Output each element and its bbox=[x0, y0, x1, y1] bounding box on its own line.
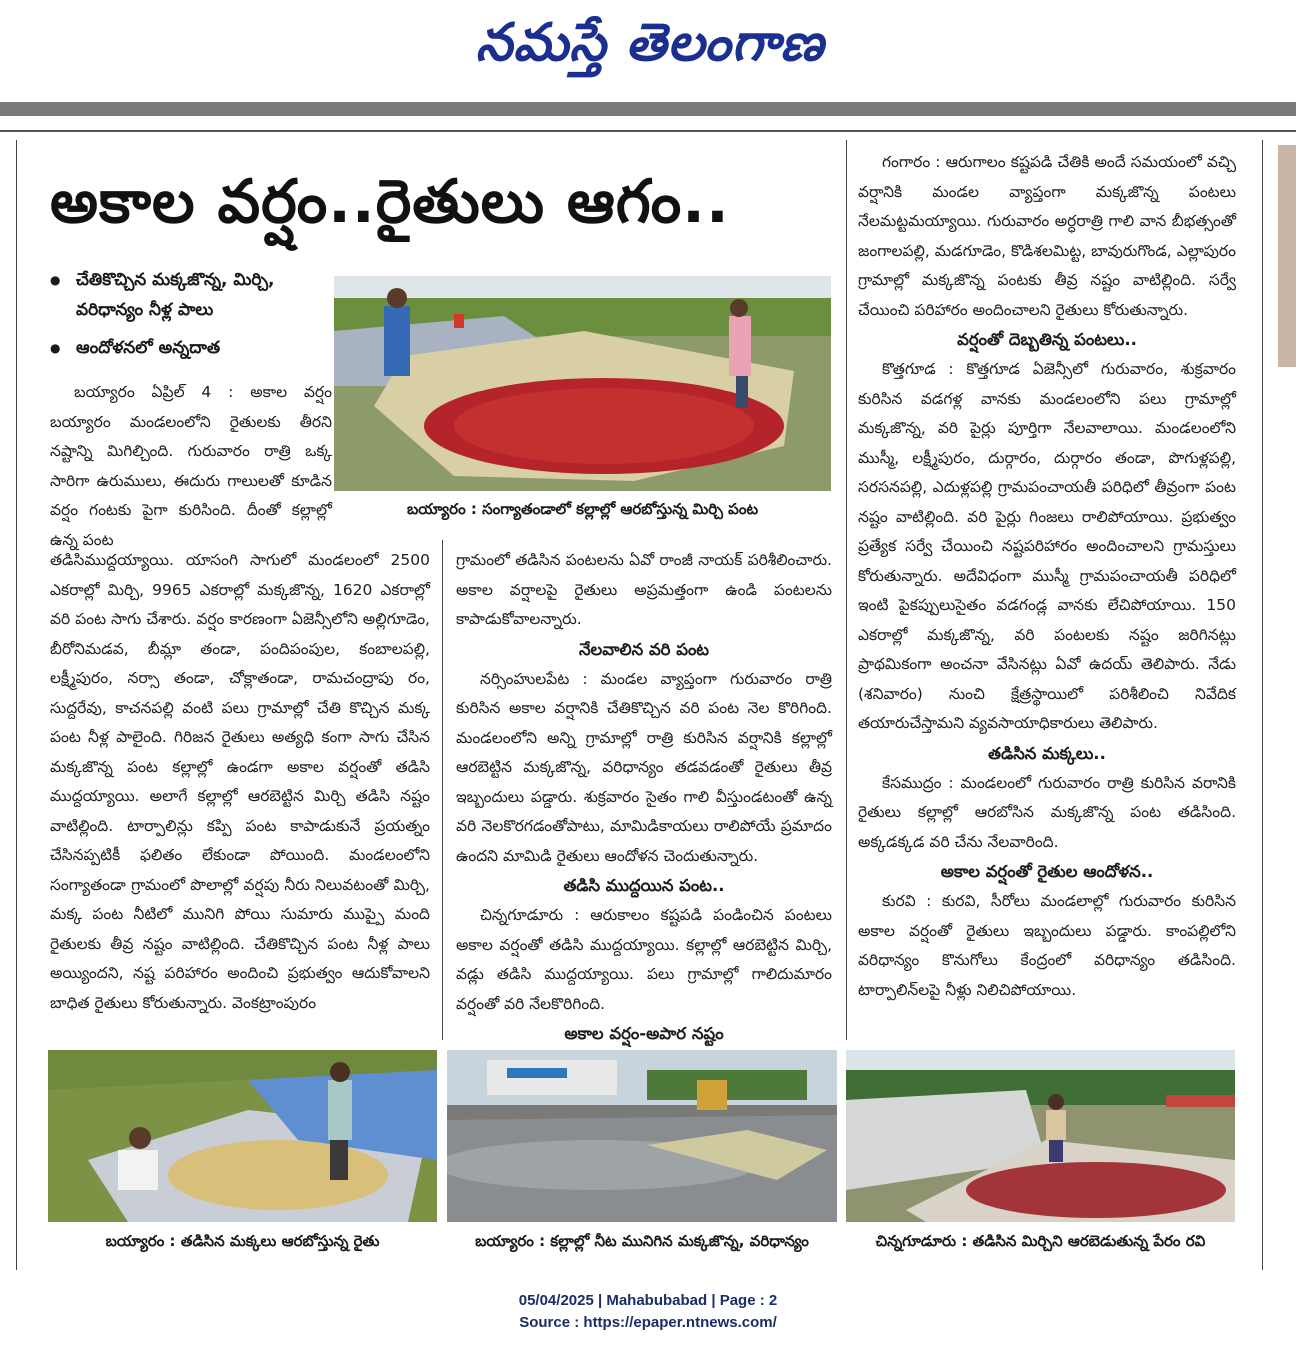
photo-chilli-spread bbox=[846, 1050, 1235, 1222]
right-border bbox=[1262, 140, 1263, 1270]
photo-caption: బయ్యారం : సంగ్యాతండాలో కల్లాల్లో ఆరబోస్తున్న మిర్చి పంట bbox=[406, 500, 759, 518]
subheading: అకాల వర్షం-అపార నష్టం bbox=[564, 1024, 724, 1043]
photo-maize-drying bbox=[48, 1050, 437, 1222]
paragraph: బయ్యారం ఏప్రిల్ 4 : అకాల వర్షం బయ్యారం మండలంలోని రైతులకు తీరని నష్టాన్ని మిగిల్చింది. గురువారం రాత్రి ఒక్క సారిగా ఉరుములు, ఈదురు గాలులతో కూడిన వర్షం గంటకు పైగా కురిసింది. దీంతో కల్లాల్లో ఉన్న పంట bbox=[50, 383, 332, 549]
headline: అకాల వర్షం..రైతులు ఆగం.. bbox=[50, 167, 730, 237]
left-border bbox=[16, 140, 17, 1270]
paragraph: తడిసిముద్దయ్యాయి. యాసంగి సాగులో మండలంలో 2500 ఎకరాల్లో మిర్చి, 9965 ఎకరాల్లో మక్కజొన్న, 1620 ఎకరాల్లో వరి పంట సాగు చేశారు. వర్షం కారణంగా ఏజెన్సీలోని అల్లిగూడెం, బీరోనిమడవ, బీమ్లా తండా, పందిపంపుల, కంబాలపల్లి, లక్ష్మీపురం, నర్సా తండా, చోక్లాతండా, రామచంద్రాపు రం, సుద్దరేవు, కాచనపల్లి వంటి పలు గ్రామాల్లో చేతి కొచ్చిన మక్క పంట నీళ్ల పాలైంది. గిరిజన రైతులు అత్యధి కంగా సాగు చేసిన మక్కజొన్న పంట కల్లాల్లో ఉండగా అకాల వర్షంతో తడిసి ముద్దయ్యాయి. అలాగే కల్లాల్లో ఆరబెట్టిన మిర్చి తడిసి నష్టం వాటిల్లింది. టార్పాలిన్లు కప్పి పంట కాపాడుకునే ప్రయత్నం చేసినప్పటికీ ఫలితం లేకుండా పోయింది. మండలంలోని సంగ్యాతండా గ్రామంలో పొలాల్లో వర్షపు నీరు నిలువటంతో మిర్చి, మక్క పంట నీటిలో మునిగి పోయి సుమారు ముప్పై మంది రైతులకు తీవ్ర నష్టం వాటిల్లింది. చేతికొచ్చిన పంట నీళ్ల పాలు అయ్యిందని, నష్ట పరిహారం అందించి ప్రభుత్వం ఆదుకోవాలని బాధిత రైతులు కోరుతున్నారు. వెంకట్రాంపురం bbox=[50, 551, 430, 1012]
paragraph: చిన్నగూడూరు : ఆరుకాలం కష్టపడి పండించిన పంటలు అకాల వర్షంతో తడిసి ముద్దయ్యాయి. కల్లాల్లో ఆరబెట్టిన మిర్చి, వడ్లు తడిసి ముద్దయ్యాయి. పలు గ్రామాల్లో గాలిదుమారం వర్షంతో వరి నేలకొరిగింది. bbox=[456, 906, 832, 1013]
photo-caption: చిన్నగూడూరు : తడిసిన మిర్చిని ఆరబెడుతున్న పేరం రవి bbox=[875, 1232, 1206, 1250]
subheading: నేలవాలిన వరి పంట bbox=[578, 639, 710, 659]
paragraph: కొత్తగూడ : కొత్తగూడ ఏజెన్సీలో గురువారం, శుక్రవారం కురిసిన వడగళ్ల వానకు మండలంలోని పలు గ్రామాల్లో మక్కజొన్న, వరి పైర్లు పూర్తిగా నేలవాలాయి. మండలంలోని ముస్మీ, లక్ష్మీపురం, దుర్గారం, దుర్గారం తండా, పొగుళ్లపల్లి, సరసనపల్లి, ఎదుళ్లపల్లి గ్రామపంచాయతీ పరిధిలో తీవ్రంగా పంట నష్టం వాటిల్లింది. వరి పైర్లు గింజలు రాలిపోయాయి. ప్రభుత్వం ప్రత్యేక సర్వే చేయించి నష్టపరిహారం అందించాలని గ్రామస్తులు కోరుతున్నారు. అదేవిధంగా ముస్మీ గ్రామపంచాయతీ పరిధిలో ఇంటి పైకప్పులుసైతం వడగండ్ల వానకు లేచిపోయాయి. 150 ఎకరాల్లో మక్కజొన్న, వరి పంటలకు నష్టం జరిగినట్లు ప్రాథమికంగా అంచనా వేసినట్లు ఏవో ఉదయ్ తెలిపారు. నేడు (శనివారం) నుంచి క్షేత్రస్థాయిలో పరిశీలించి నివేదిక తయారుచేస్తామని వ్యవసాయాధికారులు తెలిపారు. bbox=[858, 360, 1236, 732]
edition-info: 05/04/2025 | Mahabubabad | Page : 2 bbox=[518, 1292, 778, 1309]
column-divider bbox=[442, 540, 443, 1040]
adjacent-photo-fragment bbox=[1278, 145, 1296, 367]
paragraph: గంగారం : ఆరుగాలం కష్టపడి చేతికి అందే సమయంలో వచ్చి వర్షానికి మండల వ్యాప్తంగా మక్కజొన్న పంటలు నేలమట్టమయ్యాయి. గురువారం అర్ధరాత్రి గాలి వాన బీభత్సంతో జంగాలపల్లి, మడగూడెం, కొడిశలమిట్ట, బావురుగొండ, ఎల్లాపురం గ్రామాల్లో మక్కజొన్న పంటకు తీవ్ర నష్టం వాటిల్లింది. సర్వే చేయించి పరిహారం అందించాలని రైతులు కోరుతున్నారు. bbox=[858, 153, 1236, 319]
bullet-item: ● ఆందోళనలో అన్నదాత bbox=[50, 333, 330, 363]
paragraph: గ్రామంలో తడిసిన పంటలను ఏవో రాంజీ నాయక్ పరిశీలించారు. అకాల వర్షాలపై రైతులు అప్రమత్తంగా ఉండి పంటలను కాపాడుకోవాలన్నారు. bbox=[456, 551, 832, 628]
photo-caption: బయ్యారం : తడిసిన మక్కలు ఆరబోస్తున్న రైతు bbox=[105, 1232, 380, 1250]
subheading: తడిసి ముద్దయిన పంట.. bbox=[563, 876, 725, 895]
masthead-rule-thin bbox=[0, 130, 1296, 132]
photo-chilli-drying bbox=[334, 276, 831, 491]
column-divider bbox=[846, 140, 847, 1040]
article-body-col1 bbox=[50, 546, 430, 1018]
paragraph: కేసముద్రం : మండలంలో గురువారం రాత్రి కురిసిన వరానికి రైతులు కల్లాల్లో ఆరబోసిన మక్కజొన్న పంట తడిసింది. అక్కడక్కడ వరి చేను నేలవారింది. bbox=[858, 773, 1236, 851]
source-url: Source : https://epaper.ntnews.com/ bbox=[519, 1314, 777, 1331]
paragraph: కురవి : కురవి, సీరోలు మండలాల్లో గురువారం కురిసిన అకాల వర్షంతో రైతులు ఇబ్బందులు పడ్డారు. కాంపల్లిలోని వరిధాన్యం కొనుగోలు కేంద్రంలో వరిధాన్యం తడిసింది. టార్పాలిన్‌లపై నీళ్లు నిలిచిపోయాయి. bbox=[858, 892, 1236, 999]
article-body-col3 bbox=[858, 148, 1236, 1005]
paragraph: నర్సింహులపేట : మండల వ్యాప్తంగా గురువారం రాత్రి కురిసిన అకాల వర్షానికి చేతికొచ్చిన వరి పంట నెల కొరిగింది. మండలంలోని అన్ని గ్రామాల్లో రాత్రి కురిసిన వర్షానికి కల్లాల్లో ఆరబెట్టిన మక్కజొన్న, వరిధాన్యం తడవడంతో రైతులు తీవ్ర ఇబ్బందులు పడ్డారు. శుక్రవారం సైతం గాలి వీస్తుండటంతో ఉన్న వరి నెలకొరగడంతోపాటు, మామిడికాయలు రాలిపోయే ప్రమాదం ఉందని మామిడి రైతులు ఆందోళన చెందుతున్నారు. bbox=[456, 669, 832, 865]
newspaper-logo: నమస్తే తెలంగాణ bbox=[475, 12, 825, 73]
masthead bbox=[0, 0, 1296, 100]
photo-caption: బయ్యారం : కల్లాల్లో నీట మునిగిన మక్కజొన్న, వరిధాన్యం bbox=[475, 1232, 809, 1250]
page-footer bbox=[0, 1290, 1296, 1334]
summary-bullets bbox=[50, 265, 330, 371]
subheading: వర్షంతో దెబ్బతిన్న పంటలు.. bbox=[957, 330, 1137, 349]
subheading: అకాల వర్షంతో రైతుల ఆందోళన.. bbox=[940, 862, 1154, 881]
photo-flooded-field bbox=[447, 1050, 837, 1222]
masthead-rule bbox=[0, 102, 1296, 116]
article-body-col2 bbox=[456, 546, 832, 1049]
article-intro bbox=[50, 378, 332, 555]
bullet-item: ● చేతికొచ్చిన మక్కజొన్న, మిర్చి, వరిధాన్యం నీళ్ల పాలు bbox=[50, 265, 330, 325]
subheading: తడిసిన మక్కలు.. bbox=[988, 743, 1106, 763]
